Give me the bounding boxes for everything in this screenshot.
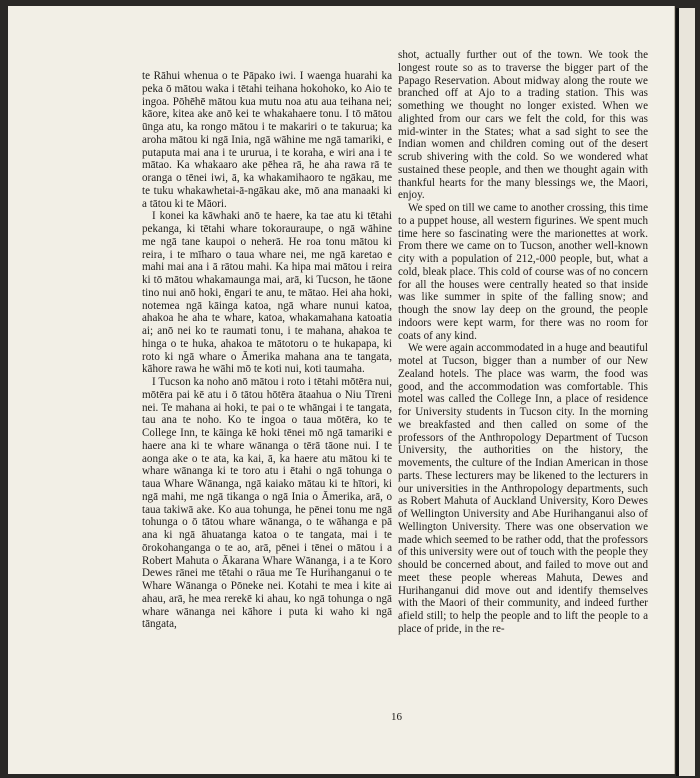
facing-page-edge <box>676 8 695 776</box>
maori-paragraph-3: I Tucson ka noho anō mātou i roto i tētahi mōtēra nui, mōtēra pai kē atu i ō tātou hōtēra ātaahua o Niu Tīreni nei. Te mahana ai hoki, te pai o te whāngai i te tangata, tau ana te noho. Ko te ingoa o taua mōtēra, ko te College Inn, te kāinga kē hoki tēnei mō ngā tamariki e haere ana ki te whare wānanga o tērā tāone nui. I te aonga ake o te ata, ka kai, ā, ka haere atu mātou ki te whare wānanga ki te toro atu i ētahi o ngā tohunga o taua Whare Wānanga, ngā kaiako mātau ki te hītori, ki ngā mahi, me ngā tikanga o ngā Inia o Āmerika, arā, o taua takiwā ake. Ko aua tohunga, he pēnei tonu me ngā tohunga o ō tātou whare wānanga, o te wāhanga e pā ana ki ngā āhuatanga katoa o te tangata, mai i te ōrokohanganga o te ao, arā, pēnei i tēnei o mātou i a Robert Mahuta o Ākarana Whare Wānanga, i a te Koro Dewes rānei me tētahi o rāua me Te Hurihanganui o te Whare Wānanga o Pōneke nei. Kotahi te mea i kite ai ahau, arā, he mea rerekē ki ahau, ko ngā tohunga o ngā whare wānanga nei kāhore i puta ki waho ki ngā tāngata, <box>142 376 392 631</box>
english-paragraph-2: We sped on till we came to another crossing, this time to a puppet house, all western figurines. We spent much time here so fascinating were the marionettes at work. From there we came on to Tucson, another well-known city with a population of 212,-000 people, but, what a cold, bleak place. This cold of course was of no concern for all the houses were centrally heated so that inside was like summer in spite of the falling snow; and though the snow lay deep on the ground, the people indoors were kept warm, for there was no room for coats of any kind. <box>398 202 648 342</box>
maori-paragraph-1: te Rāhui whenua o te Pāpako iwi. I waenga huarahi ka peka ō mātou waka i tētahi teihana hokohoko, ko Aio te ingoa. Pōhēhē mātou kua mutu noa atu aua teihana nei; kāore, kitea ake anō kei te whakahaere tonu. I tō mātou ūnga atu, ka rongo mātou i te makariri o te takurua; ka aroha mātou ki ngā Inia, ngā wāhine me ngā tamariki, e putaputa mai ana i te ururua, i te koraha, e wiri ana i te mātao. Ka whakaaro ake pēhea rā, he aha rawa rā te oranga o tēnei iwi, ā, ka whakamihaoro te ngākau, me te tuku whakawhetai-ā-ngākau ake, mō ana manaaki ki a tātou ki te Māori. <box>142 70 392 210</box>
maori-paragraph-2: I konei ka kāwhaki anō te haere, ka tae atu ki tētahi pekanga, ki tētahi whare tokorauraupe, o ngā wāhine me ngā tane kaupoi o neherā. He roa tonu mātou ki reira, i te mīharo o taua whare nei, me ngā karetao e mahi mai ana i ā rātou mahi. Ka hipa mai mātou i reira ki tō mātou whakamaunga mai, arā, ki Tucson, he tāone tino nui anō hoki, ēngari te anu, te mātao. Hei aha hoki, notemea ngā kāinga katoa, ngā whare nunui katoa, ahakoa he aha te whare, katoa, whakamahana katoatia ai; anō nei ko te raumati tonu, i te mahana, ahakoa te hinga o te huka, ahakoa te mātotoru o te hukapapa, ki roto ki ngā whare o Āmerika mahana ana te tangata, kāhore rawa he wāhi mō te koti nui, koti taumaha. <box>142 210 392 376</box>
english-paragraph-1: shot, actually further out of the town. We took the longest route so as to traverse the bigger part of the Papago Reservation. About midway along the route we branched off at Ajo to a trading station. This was something we thought no longer existed. When we alighted from our cars we felt the cold, for this was mid-winter in the States; what a sad sight to see the Indian women and children coming out of the desert scrub shivering with the cold. So we wondered what sustained these people, and then we thought again with thankful hearts for the many blessings we, the Maori, enjoy. <box>398 49 648 202</box>
english-text-column <box>398 49 648 636</box>
page-number: 16 <box>391 711 402 723</box>
maori-text-column <box>142 70 392 631</box>
scanned-page <box>8 6 675 774</box>
english-paragraph-3: We were again accommodated in a huge and beautiful motel at Tucson, bigger than a number of our New Zealand hotels. The place was warm, the food was good, and the accommodation was comfortable. This motel was called the College Inn, a place of residence for University students in Tucson city. In the morning we breakfasted and then called on some of the professors of the Anthropology Department of Tucson University, the authorities on the history, the movements, the culture of the Indian American in those parts. These lecturers may be likened to the lecturers in our universities in the Anthropology departments, such as Robert Mahuta of Auckland University, Koro Dewes of Wellington University and Abe Hurihanganui also of Wellington University. There was one observation we made which seemed to be rather odd, that the professors of this university were out of touch with the people they should be concerned about, and failed to move out and meet these people whereas Mahuta, Dewes and Hurihanganui did move out and identify themselves with the Maori of their community, and indeed further afield still; to help the people and to lift the people to a place of pride, in the re- <box>398 342 648 635</box>
